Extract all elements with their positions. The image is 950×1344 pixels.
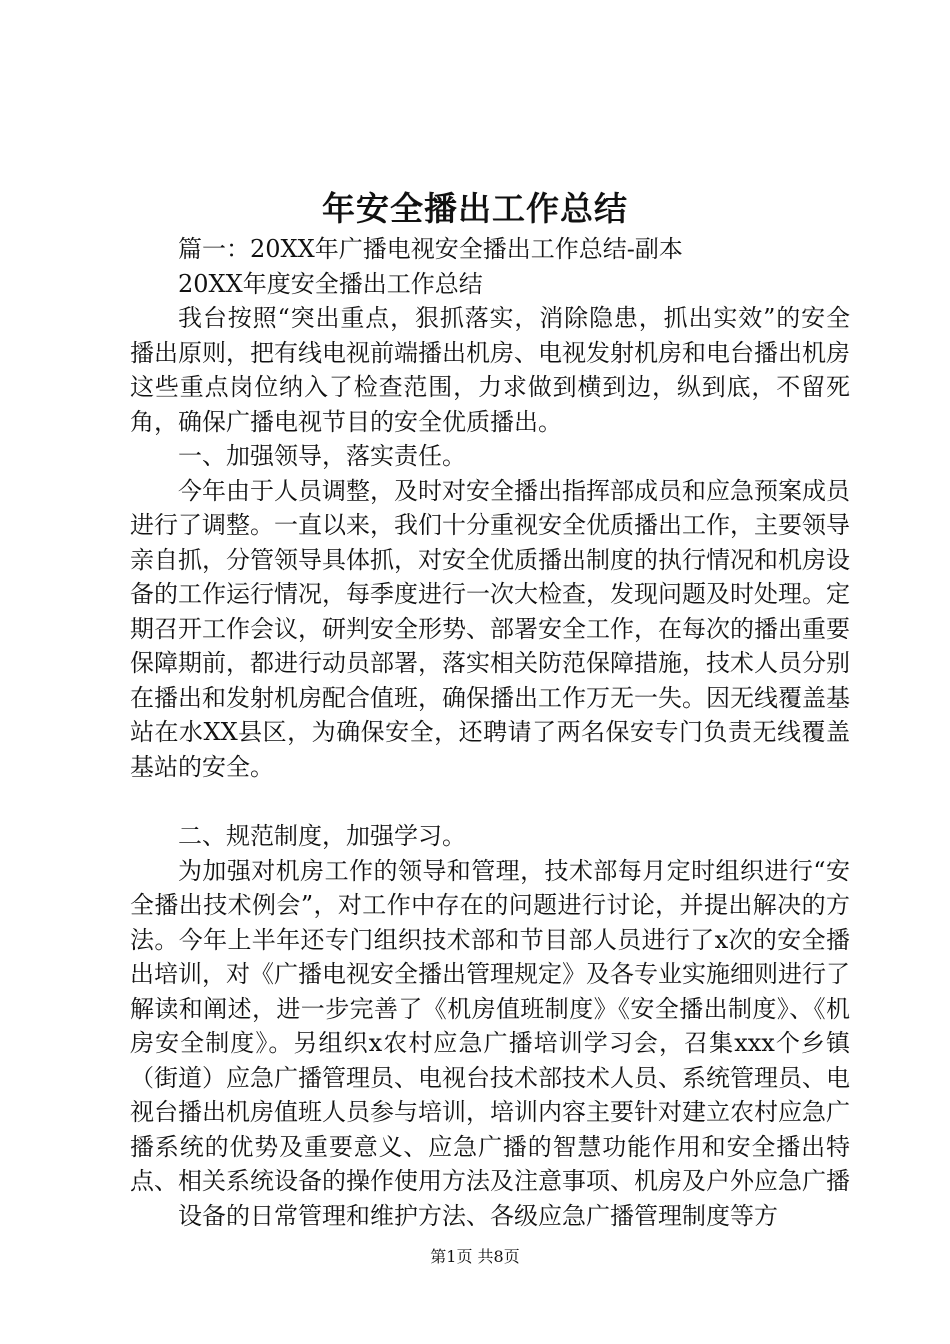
page-title: 年安全播出工作总结	[322, 189, 628, 228]
paragraph-intro: 我台按照“突出重点，狠抓落实，消除隐患，抓出实效”的安全播出原则，把有线电视前端播出机房、电视发射机房和电台播出机房这些重点岗位纳入了检查范围，力求做到横到边，纵到底，不留死角，确保广播电视节目的安全优质播出。	[130, 304, 850, 436]
page-footer: 第1页 共8页	[430, 1247, 520, 1266]
paragraph-section-heading: 篇一：20XX年广播电视安全播出工作总结-副本	[178, 235, 683, 263]
heading-section-1: 一、加强领导，落实责任。	[178, 442, 466, 470]
paragraph-section-1-body: 今年由于人员调整，及时对安全播出指挥部成员和应急预案成员进行了调整。一直以来，我们十分重视安全优质播出工作，主要领导亲自抓，分管领导具体抓，对安全优质播出制度的执行情况和机房设备的工作运行情况，每季度进行一次大检查，发现问题及时处理。定期召开工作会议，研判安全形势、部署安全工作，在每次的播出重要保障期前，都进行动员部署，落实相关防范保障措施，技术人员分别在播出和发射机房配合值班，确保播出工作万无一失。因无线覆盖基站在水XX县区，为确保安全，还聘请了两名保安专门负责无线覆盖基站的安全。	[130, 476, 850, 781]
paragraph-section-2-body: 为加强对机房工作的领导和管理，技术部每月定时组织进行“安全播出技术例会”，对工作中存在的问题进行讨论，并提出解决的方法。今年上半年还专门组织技术部和节目部人员进行了x次的安全播出培训，对《广播电视安全播出管理规定》及各专业实施细则进行了解读和阐述，进一步完善了《机房值班制度》《安全播出制度》、《机房安全制度》。另组织x农村应急广播培训学习会，召集xxx个乡镇（街道）应急广播管理员、电视台技术部技术人员、系统管理员、电视台播出机房值班人员参与培训，培训内容主要针对建立农村应急广播系统的优势及重要意义、应急广播的智慧功能作用和安全播出特点、相关系统设备的操作使用方法及注意事项、机房及户外应急广播	[130, 856, 850, 1195]
paragraph-subtitle: 20XX年度安全播出工作总结	[178, 269, 483, 298]
paragraph-continuation: 设备的日常管理和维护方法、各级应急广播管理制度等方	[178, 1201, 778, 1230]
blank-line	[130, 784, 850, 819]
document-body	[130, 232, 850, 1233]
heading-section-2: 二、规范制度，加强学习。	[178, 822, 466, 850]
